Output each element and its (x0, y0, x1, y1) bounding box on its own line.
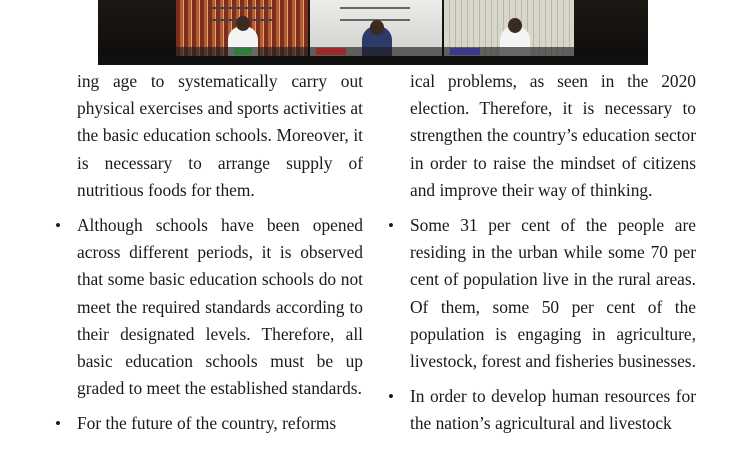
bullet-item: • Although schools have been opened across different periods, it is observed that some basic education schools do not meet the required standards according to their designated levels. Therefore, all basic education schools must be up graded to meet the established standards. (77, 212, 363, 402)
bullet-item: • For the future of the country, reforms (77, 410, 363, 437)
photo-bottom-border (98, 56, 648, 65)
right-bullet-list (410, 212, 696, 438)
video-panel-right (444, 0, 574, 56)
participant-head (508, 18, 522, 33)
video-panel-center (310, 0, 442, 56)
name-tag (450, 48, 480, 55)
name-tag (234, 48, 252, 55)
participant-head (236, 16, 250, 31)
video-conference-photo (98, 0, 648, 65)
bullet-item: • Some 31 per cent of the people are residing in the urban while some 70 per cent of population live in the rural areas. Of them, some 50 per cent of the population is engaging in agriculture, livestock, forest and fisheries businesses. (410, 212, 696, 375)
wall-sign (340, 7, 410, 21)
name-tag (316, 48, 346, 55)
right-continuation-paragraph: ical problems, as seen in the 2020 election. Therefore, it is necessary to strengthen the country’s education sector in order to raise the mindset of citizens and improve their way of thinking. (410, 71, 696, 200)
left-continuation-paragraph: ing age to systematically carry out physical exercises and sports activities at the basic education schools. Moreover, it is necessary to arrange supply of nutritious foods for them. (77, 71, 363, 200)
video-panel-left (176, 0, 308, 56)
participant-head (370, 20, 384, 35)
bullet-item: • In order to develop human resources for the nation’s agricultural and livestock (410, 383, 696, 437)
right-column (410, 68, 696, 438)
left-bullet-list (77, 212, 363, 438)
left-column (77, 68, 363, 438)
